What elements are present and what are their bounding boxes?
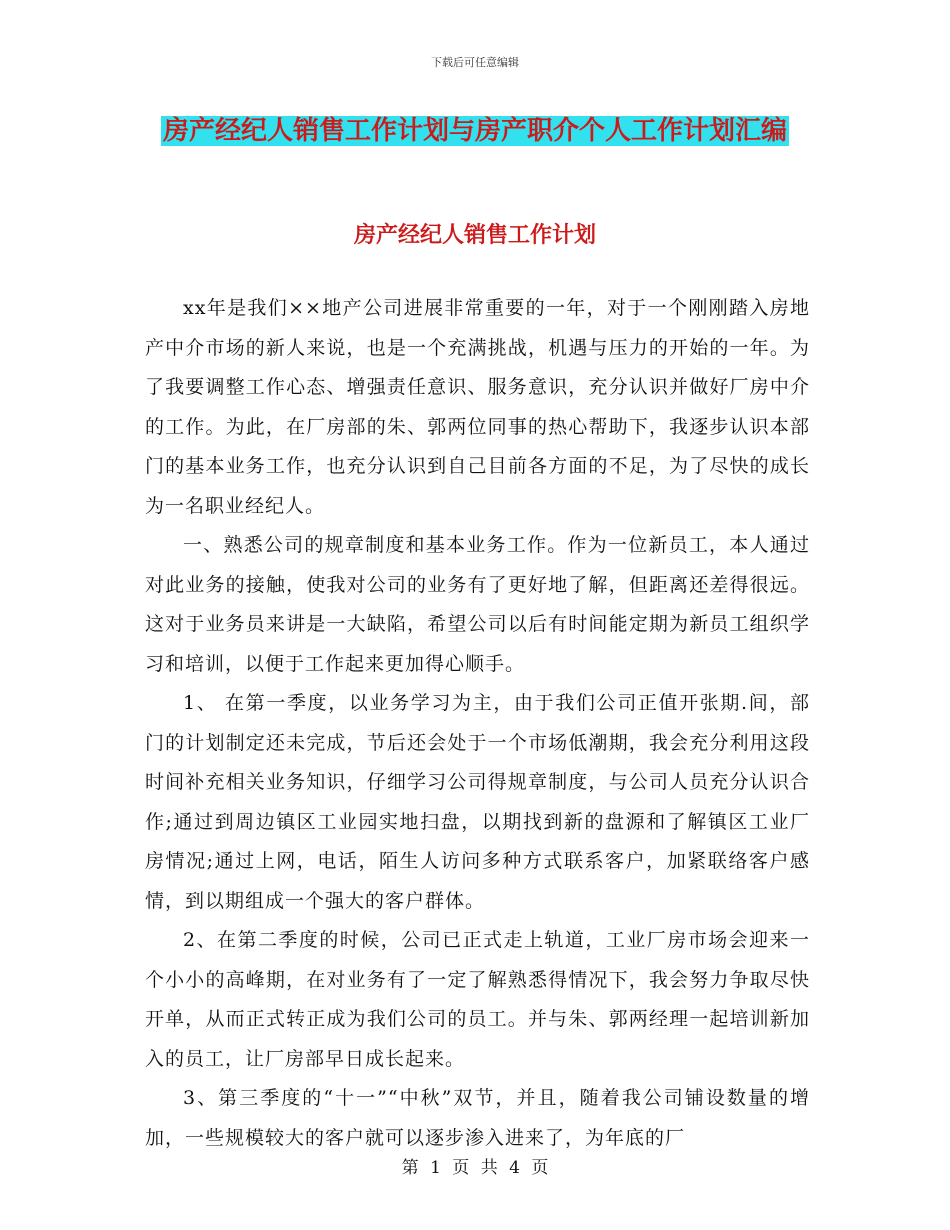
document-title xyxy=(150,108,800,154)
paragraph-point-1: 一、熟悉公司的规章制度和基本业务工作。作为一位新员工，本人通过对此业务的接触，使我对公司的业务有了更好地了解，但距离还差得很远。这对于业务员来讲是一大缺陷，希望公司以后有时间能定期为新员工组织学习和培训，以便于工作起来更加得心顺手。 xyxy=(145,534,810,675)
body-text xyxy=(145,289,810,1158)
document-title-text: 房产经纪人销售工作计划与房产职介个人工作计划汇编 xyxy=(162,116,787,146)
header-note: 下载后可任意编辑 xyxy=(431,56,519,69)
paragraph-intro: xx年是我们××地产公司进展非常重要的一年，对于一个刚刚踏入房地产中介市场的新人来说，也是一个充满挑战，机遇与压力的开始的一年。为了我要调整工作心态、增强责任意识、服务意识，充分认识并做好厂房中介的工作。为此，在厂房部的朱、郭两位同事的热心帮助下，我逐步认识本部门的基本业务工作，也充分认识到自己目前各方面的不足，为了尽快的成长为一名职业经纪人。 xyxy=(145,297,810,517)
page-footer: 第 1 页 共 4 页 xyxy=(401,1158,549,1178)
paragraph-quarter-3: 3、第三季度的“十一”“中秋”双节，并且，随着我公司铺设数量的增加，一些规模较大的客户就可以逐步渗入进来了，为年底的厂 xyxy=(145,1087,810,1149)
paragraph-quarter-1: 1、 在第一季度，以业务学习为主，由于我们公司正值开张期.间，部门的计划制定还未完成，节后还会处于一个市场低潮期，我会充分利用这段时间补充相关业务知识，仔细学习公司得规章制度，与公司人员充分认识合作;通过到周边镇区工业园实地扫盘，以期找到新的盘源和了解镇区工业厂房情况;通过上网，电话，陌生人访问多种方式联系客户，加紧联络客户感情，到以期组成一个强大的客户群体。 xyxy=(145,692,810,912)
section-title: 房产经纪人销售工作计划 xyxy=(353,223,596,248)
paragraph-quarter-2: 2、在第二季度的时候，公司已正式走上轨道，工业厂房市场会迎来一个小小的高峰期，在对业务有了一定了解熟悉得情况下，我会努力争取尽快开单，从而正式转正成为我们公司的员工。并与朱、郭两经理一起培训新加入的员工，让厂房部早日成长起来。 xyxy=(145,929,810,1070)
